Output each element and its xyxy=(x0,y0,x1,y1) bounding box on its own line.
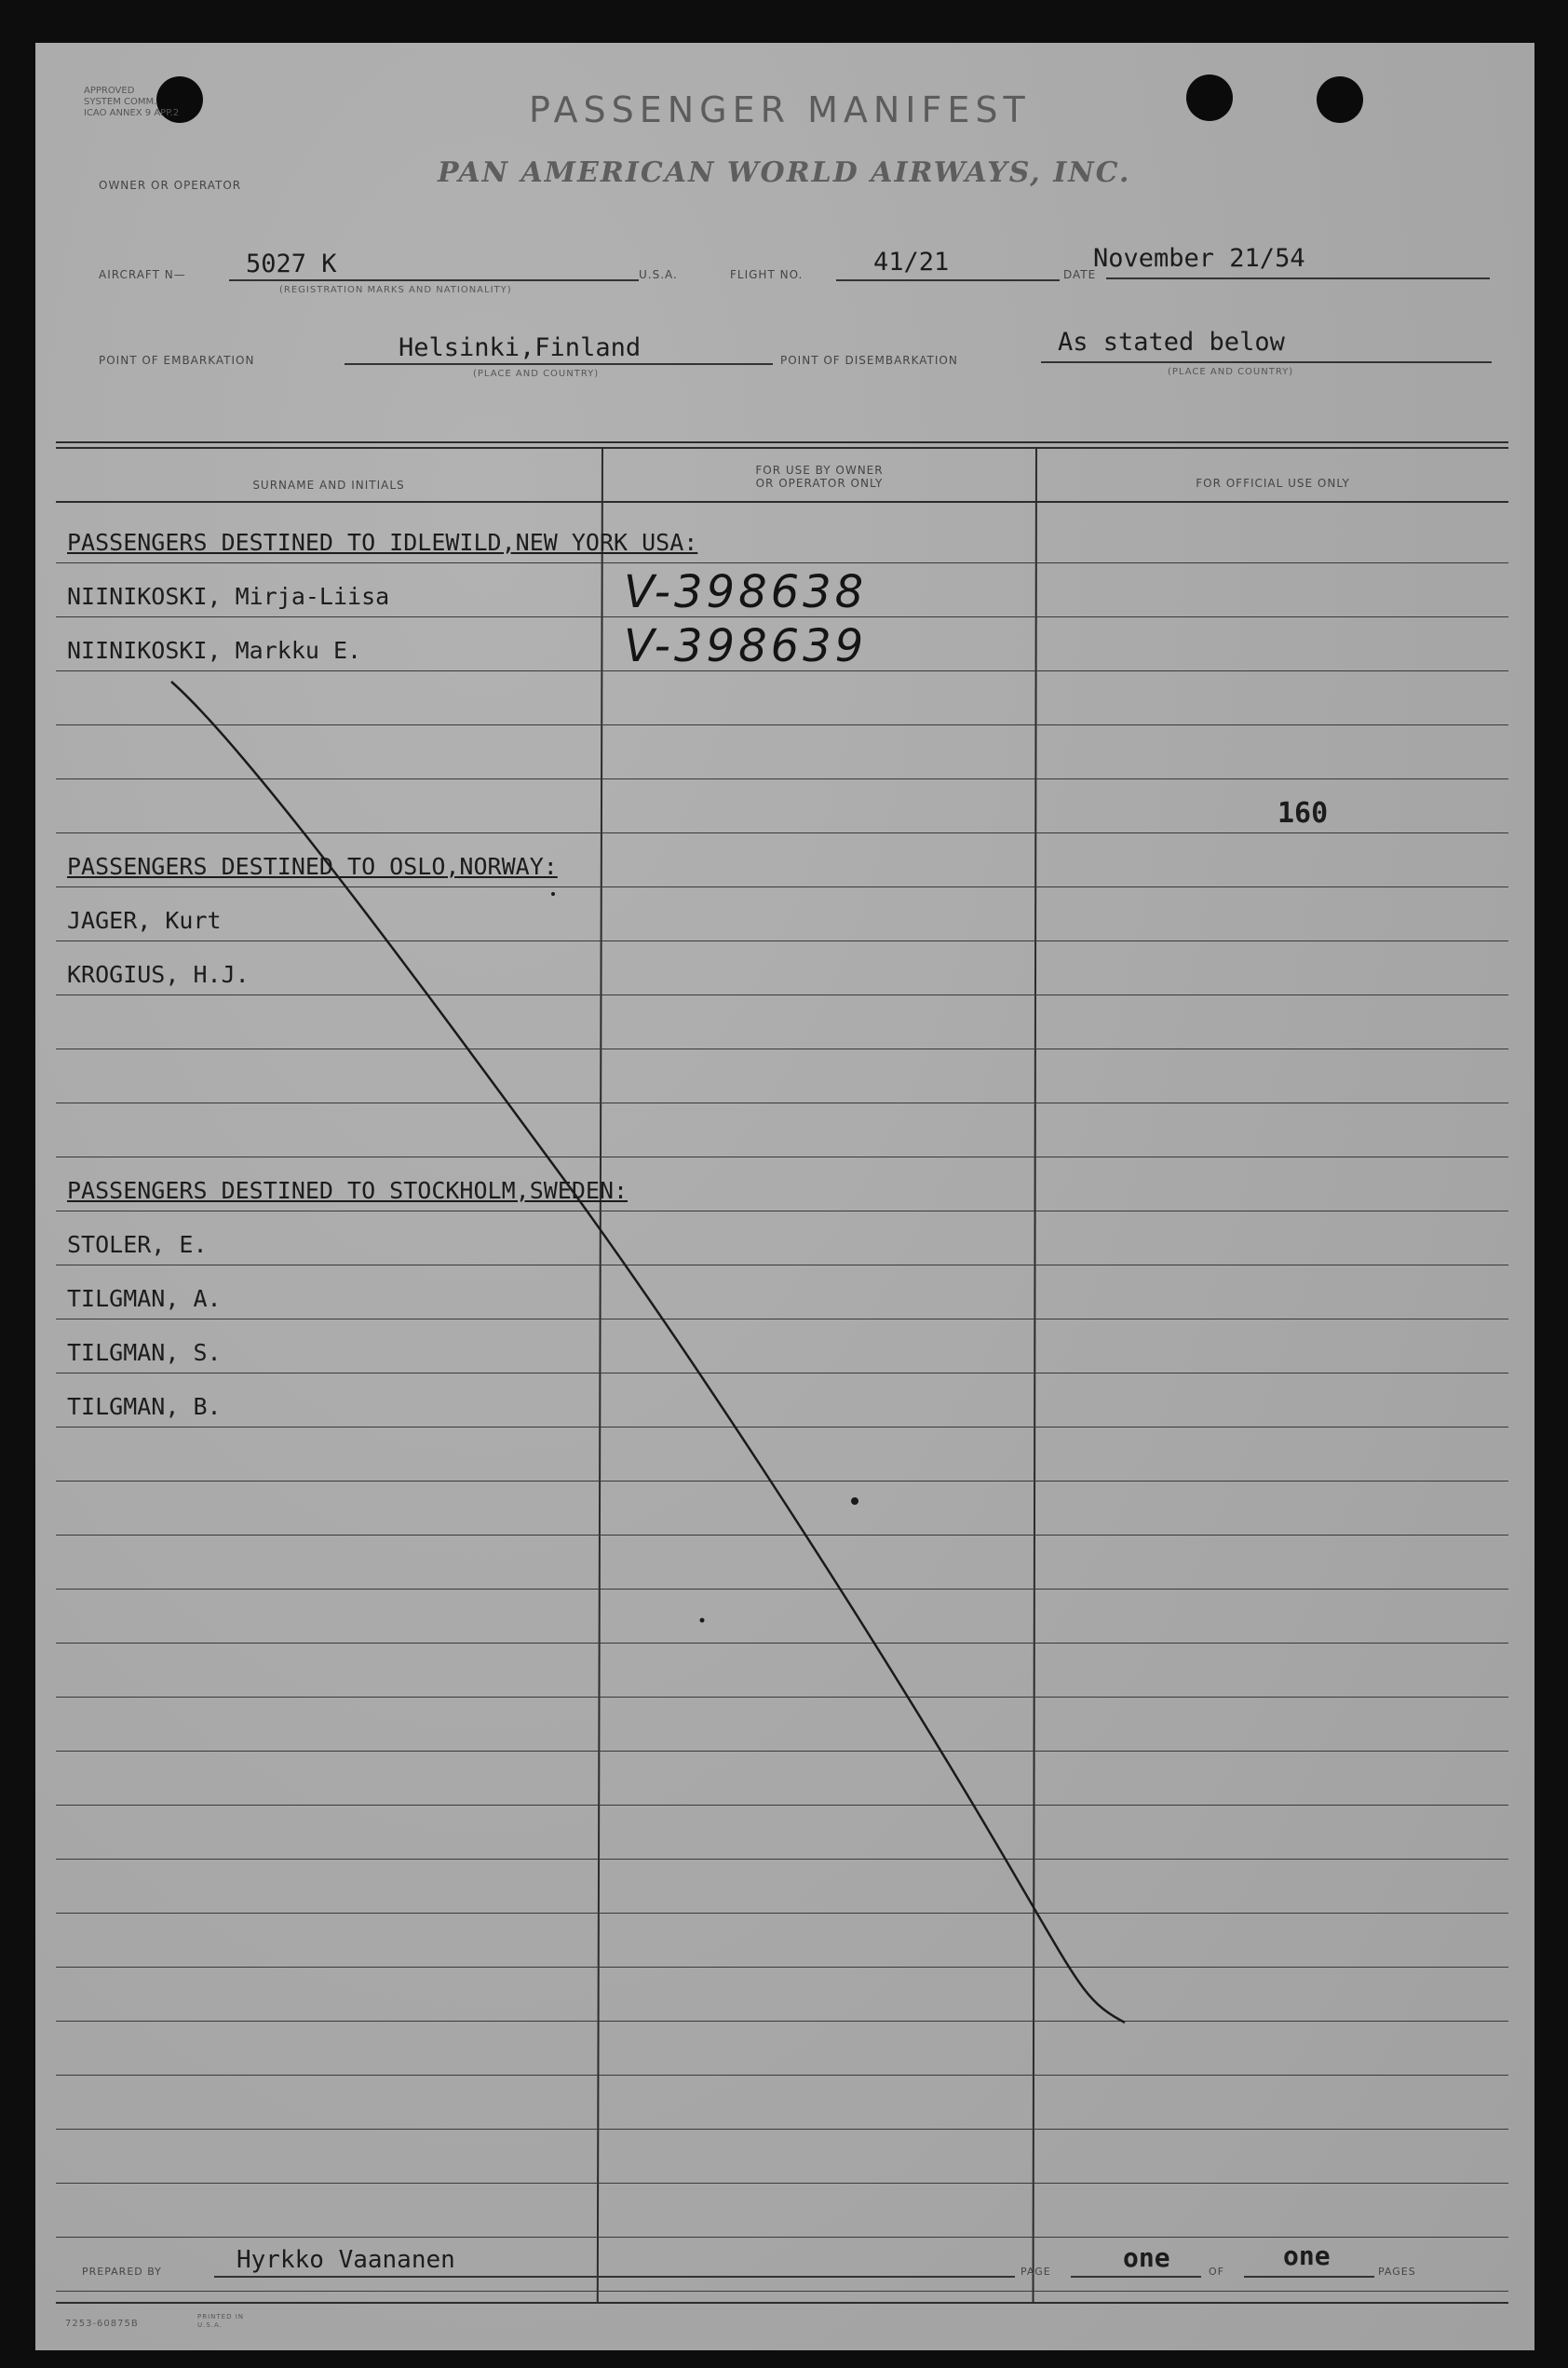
destination-heading: PASSENGERS DESTINED TO IDLEWILD,NEW YORK USA: xyxy=(67,529,698,556)
embarkation-label: POINT OF EMBARKATION xyxy=(99,354,255,367)
embarkation-note: (PLACE AND COUNTRY) xyxy=(473,369,600,379)
airline-name: PAN AMERICAN WORLD AIRWAYS, INC. xyxy=(438,156,1131,189)
official-use-note: 160 xyxy=(1277,797,1329,830)
aircraft-registration: 5027 K xyxy=(246,250,337,278)
page-label: PAGE xyxy=(1021,2266,1051,2278)
table-bottom-rule xyxy=(56,2302,1508,2304)
destination-heading: PASSENGERS DESTINED TO STOCKHOLM,SWEDEN: xyxy=(67,1177,629,1204)
aircraft-note: (REGISTRATION MARKS AND NATIONALITY) xyxy=(279,285,512,295)
flight-date: November 21/54 xyxy=(1093,244,1305,273)
total-pages: one xyxy=(1283,2240,1331,2271)
disembarkation-note: (PLACE AND COUNTRY) xyxy=(1168,367,1294,377)
passenger-name: STOLER, E. xyxy=(67,1231,208,1258)
page-underline xyxy=(1071,2276,1201,2278)
flight-number: 41/21 xyxy=(873,248,950,277)
pages-underline xyxy=(1244,2276,1374,2278)
flight-no-label: FLIGHT NO. xyxy=(730,268,804,281)
visa-number: V-398638 xyxy=(624,566,868,618)
manifest-sheet xyxy=(35,43,1534,2350)
printed-mark: PRINTED IN U.S.A. xyxy=(197,2313,245,2329)
date-label: DATE xyxy=(1063,268,1097,281)
visa-number: V-398639 xyxy=(624,620,868,672)
owner-label: OWNER OR OPERATOR xyxy=(99,179,242,192)
ink-speck xyxy=(700,1618,705,1623)
cancel-stroke xyxy=(171,682,1125,2023)
form-code-line: SYSTEM COMM. xyxy=(84,97,157,107)
page-title: PASSENGER MANIFEST xyxy=(529,89,1031,130)
form-number: 7253-60875B xyxy=(65,2319,139,2329)
aircraft-label: AIRCRAFT N— xyxy=(99,268,186,281)
col-header-owner-line: FOR USE BY OWNER xyxy=(755,464,884,477)
disembarkation-label: POINT OF DISEMBARKATION xyxy=(780,354,958,367)
prepared-by-label: PREPARED BY xyxy=(82,2266,162,2278)
cancellation-line xyxy=(35,43,1534,2350)
pages-label: PAGES xyxy=(1378,2266,1416,2278)
country-label: U.S.A. xyxy=(639,268,678,281)
passenger-name: TILGMAN, S. xyxy=(67,1339,222,1366)
form-code-line: APPROVED xyxy=(84,86,135,96)
embarkation-point: Helsinki,Finland xyxy=(399,333,642,362)
of-label: OF xyxy=(1209,2266,1224,2278)
ink-speck xyxy=(551,892,555,896)
col-header-official-use: FOR OFFICIAL USE ONLY xyxy=(1196,477,1350,490)
passenger-name: NIINIKOSKI, Markku E. xyxy=(67,637,362,664)
ink-speck xyxy=(851,1497,858,1505)
prepared-by-name: Hyrkko Vaananen xyxy=(237,2246,455,2274)
passenger-name: TILGMAN, A. xyxy=(67,1285,222,1312)
page-number: one xyxy=(1123,2242,1170,2273)
passenger-name: KROGIUS, H.J. xyxy=(67,961,250,988)
passenger-name: NIINIKOSKI, Mirja-Liisa xyxy=(67,583,390,610)
col-header-surname: SURNAME AND INITIALS xyxy=(252,479,405,492)
destination-heading: PASSENGERS DESTINED TO OSLO,NORWAY: xyxy=(67,853,558,880)
form-code-line: ICAO ANNEX 9 APP.2 xyxy=(84,108,180,118)
disembarkation-point: As stated below xyxy=(1058,328,1285,357)
col-header-owner-line: OR OPERATOR ONLY xyxy=(755,477,884,490)
passenger-name: JAGER, Kurt xyxy=(67,907,222,934)
passenger-name: TILGMAN, B. xyxy=(67,1393,222,1420)
prepared-underline xyxy=(214,2276,1015,2278)
